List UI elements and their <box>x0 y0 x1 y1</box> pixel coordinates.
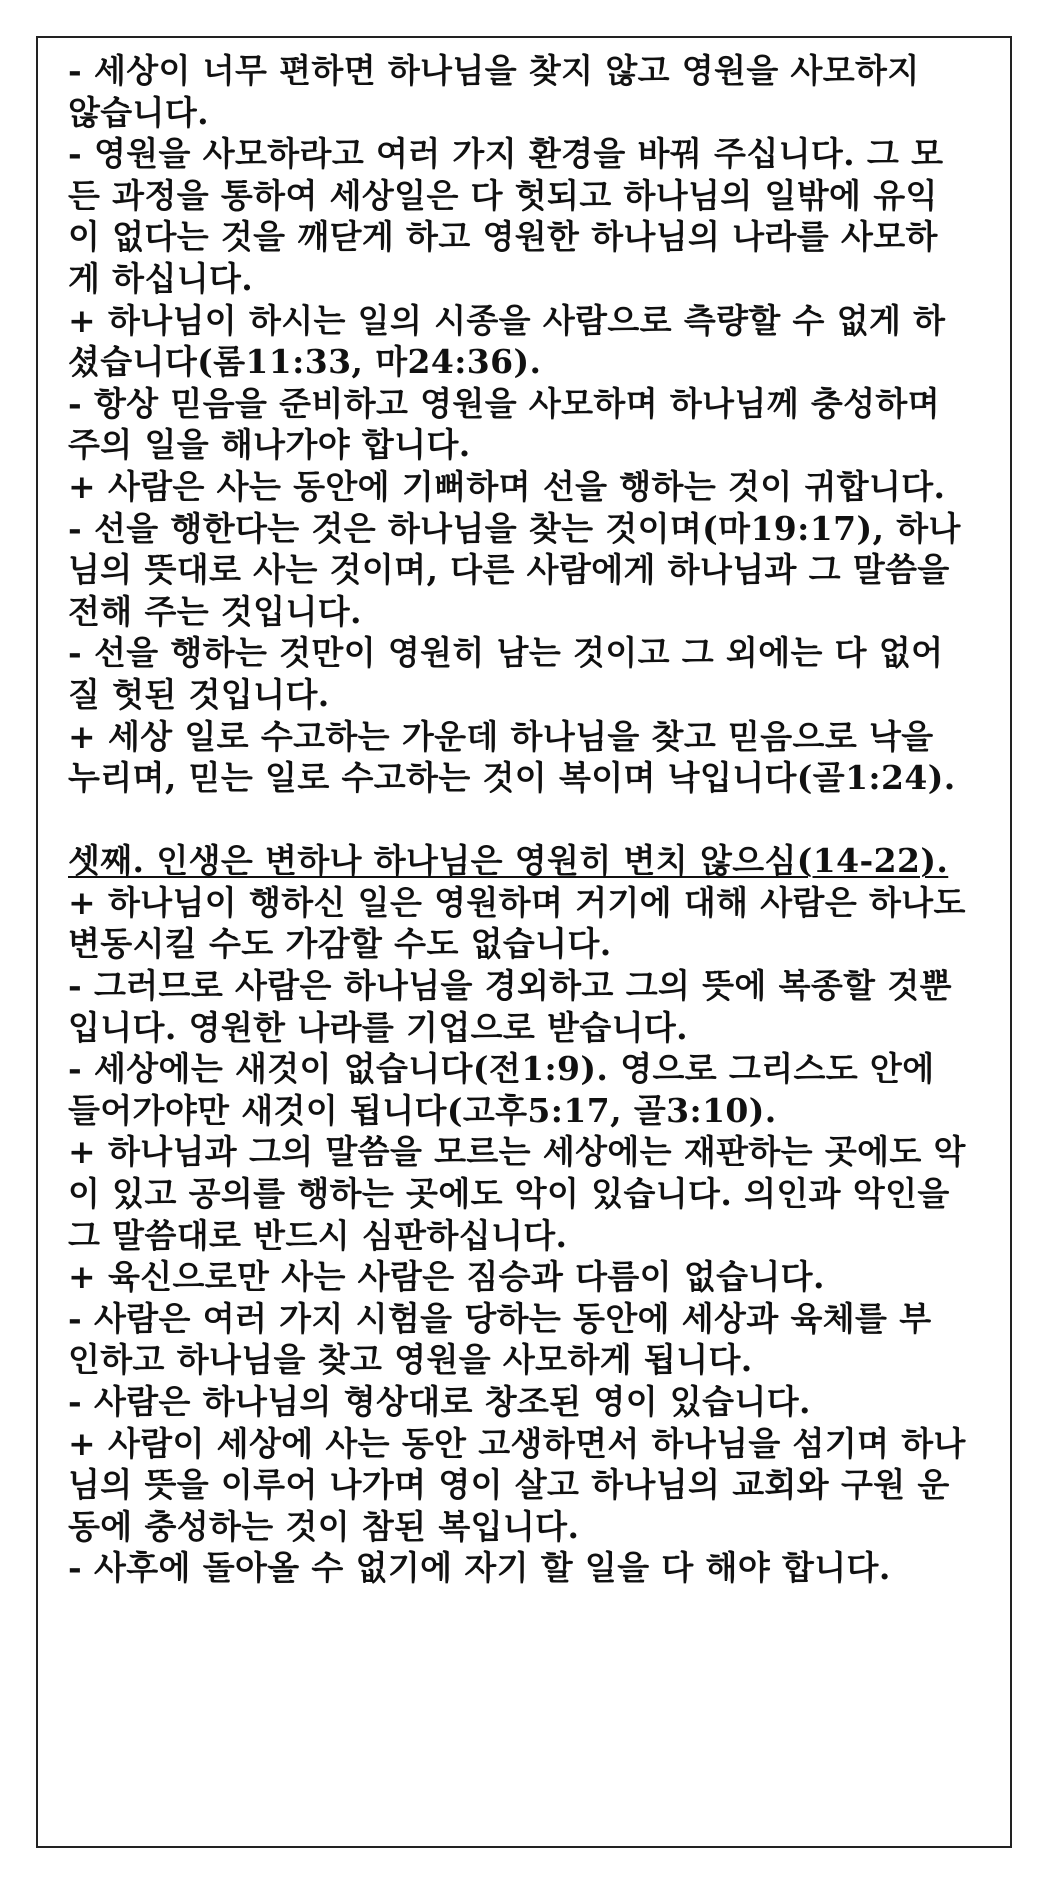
text-line: 든 과정을 통하여 세상일은 다 헛되고 하나님의 일밖에 유익 <box>68 175 938 215</box>
text-line: + 하나님과 그의 말씀을 모르는 세상에는 재판하는 곳에도 악 <box>68 1132 966 1172</box>
text-line: + 사람이 세상에 사는 동안 고생하면서 하나님을 섬기며 하나 <box>68 1423 966 1463</box>
text-line: 이 없다는 것을 깨닫게 하고 영원한 하나님의 나라를 사모하 <box>68 217 938 257</box>
text-line: - 선을 행하는 것만이 영원히 남는 것이고 그 외에는 다 없어 <box>68 633 944 673</box>
text-line: + 세상 일로 수고하는 가운데 하나님을 찾고 믿음으로 낙을 <box>68 716 934 756</box>
text-line: 누리며, 믿는 일로 수고하는 것이 복이며 낙입니다(골1:24). <box>68 758 956 798</box>
blank-line <box>68 799 980 841</box>
text-line: 게 하십니다. <box>68 258 254 298</box>
section-heading: 셋째. 인생은 변하나 하나님은 영원히 변치 않으심(14-22). <box>68 841 949 881</box>
text-line: + 사람은 사는 동안에 기뻐하며 선을 행하는 것이 귀합니다. <box>68 466 946 506</box>
text-line: 이 있고 공의를 행하는 곳에도 악이 있습니다. 의인과 악인을 <box>68 1174 950 1214</box>
text-line: - 세상에는 새것이 없습니다(전1:9). 영으로 그리스도 안에 <box>68 1049 935 1089</box>
text-line: 질 헛된 것입니다. <box>68 674 330 714</box>
text-line: - 사후에 돌아올 수 없기에 자기 할 일을 다 해야 합니다. <box>68 1548 891 1588</box>
text-line: 전해 주는 것입니다. <box>68 591 362 631</box>
text-line: 님의 뜻대로 사는 것이며, 다른 사람에게 하나님과 그 말씀을 <box>68 550 950 590</box>
text-line: - 선을 행한다는 것은 하나님을 찾는 것이며(마19:17), 하나 <box>68 508 961 548</box>
text-line: - 그러므로 사람은 하나님을 경외하고 그의 뜻에 복종할 것뿐 <box>68 966 952 1006</box>
section-heading-line <box>68 840 980 882</box>
text-line: 들어가야만 새것이 됩니다(고후5:17, 골3:10). <box>68 1090 777 1130</box>
text-line: - 사람은 여러 가지 시험을 당하는 동안에 세상과 육체를 부 <box>68 1298 932 1338</box>
text-line: 동에 충성하는 것이 참된 복입니다. <box>68 1506 580 1546</box>
text-line: 인하고 하나님을 찾고 영원을 사모하게 됩니다. <box>68 1340 753 1380</box>
text-line: - 사람은 하나님의 형상대로 창조된 영이 있습니다. <box>68 1382 811 1421</box>
text-line: 셨습니다(롬11:33, 마24:36). <box>68 342 542 382</box>
text-line: - 세상이 너무 편하면 하나님을 찾지 않고 영원을 사모하지 <box>68 51 920 90</box>
text-line: 변동시킬 수도 가감할 수도 없습니다. <box>68 924 612 964</box>
text-line: 입니다. 영원한 나라를 기업으로 받습니다. <box>68 1007 689 1047</box>
text-line: 님의 뜻을 이루어 나가며 영이 살고 하나님의 교회와 구원 운 <box>68 1465 950 1505</box>
text-line: 그 말씀대로 반드시 심판하십니다. <box>68 1215 568 1255</box>
text-line: - 항상 믿음을 준비하고 영원을 사모하며 하나님께 충성하며 <box>68 383 940 423</box>
document-frame <box>36 36 1012 1848</box>
text-line: + 하나님이 행하신 일은 영원하며 거기에 대해 사람은 하나도 <box>68 882 966 922</box>
text-line: + 육신으로만 사는 사람은 짐승과 다름이 없습니다. <box>68 1257 825 1297</box>
text-line: 주의 일을 해나가야 합니다. <box>68 425 471 465</box>
text-line: - 영원을 사모하라고 여러 가지 환경을 바꿔 주십니다. 그 모 <box>68 134 944 174</box>
text-line: 않습니다. <box>68 92 210 132</box>
text-line: + 하나님이 하시는 일의 시종을 사람으로 측량할 수 없게 하 <box>68 300 946 340</box>
